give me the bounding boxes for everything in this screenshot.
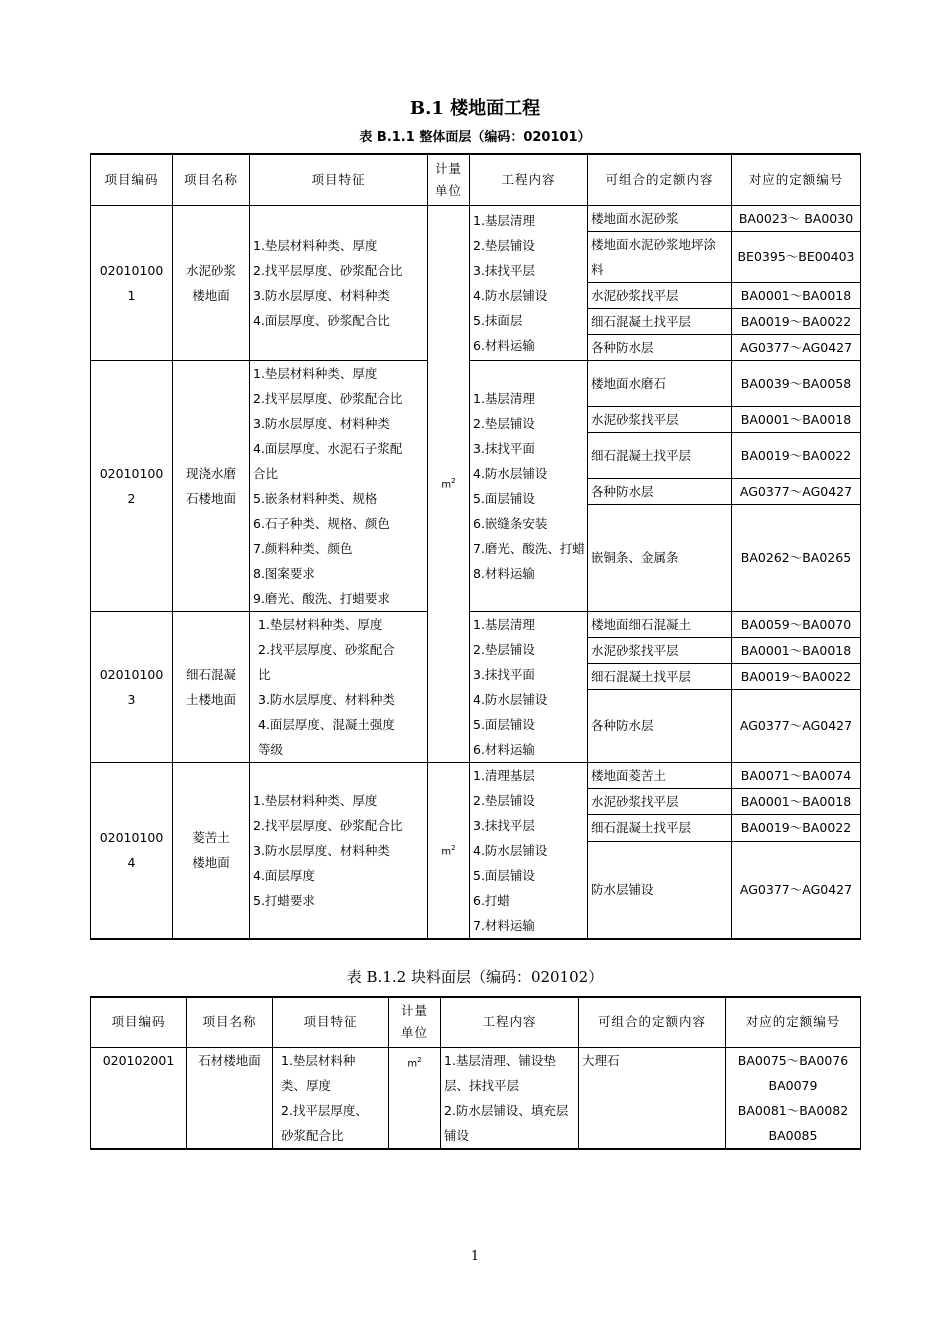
work-line: 3.抹找平面	[473, 666, 535, 682]
work-line: 2.垫层铺设	[473, 641, 535, 657]
work-line: 8.材料运输	[473, 565, 535, 581]
feature-line: 3.防水层厚度、材料种类	[253, 842, 390, 858]
combo-quota: BA0001～BA0018	[732, 282, 861, 308]
header-code: 项目编码	[91, 997, 187, 1047]
item-work	[470, 762, 588, 939]
item-features	[250, 762, 428, 939]
header-features: 项目特征	[250, 154, 428, 205]
feature-line: 等级	[258, 741, 284, 757]
combo-quota: BA0001～BA0018	[732, 637, 861, 663]
combo-name: 细石混凝土找平层	[588, 815, 732, 841]
feature-line: 6.石子种类、规格、颜色	[253, 515, 390, 531]
header-work: 工程内容	[441, 997, 579, 1047]
combo-name: 水泥砂浆找平层	[588, 282, 732, 308]
header-quota: 对应的定额编号	[726, 997, 861, 1047]
feature-line: 1.垫层材料种类、厚度	[253, 365, 378, 381]
item-work	[470, 611, 588, 762]
quota-line: BA0081～BA0082	[737, 1102, 849, 1118]
code-line: 02010100	[99, 830, 164, 845]
combo-name: 水泥砂浆找平层	[588, 637, 732, 663]
header-quota: 对应的定额编号	[732, 154, 861, 205]
work-line: 铺设	[444, 1127, 470, 1143]
work-line: 1.清理基层	[473, 767, 535, 783]
item-work	[441, 1047, 579, 1149]
combo-name: 各种防水层	[588, 334, 732, 360]
item-name: 石材楼地面	[187, 1047, 273, 1149]
work-line: 层、抹找平层	[444, 1077, 520, 1093]
combo-name: 细石混凝土找平层	[588, 308, 732, 334]
code-line: 1	[127, 287, 136, 303]
code-line: 02010100	[99, 465, 164, 481]
unit-text: m	[407, 1057, 418, 1069]
work-line: 2.防水层铺设、填充层	[444, 1102, 569, 1118]
table-row	[91, 762, 861, 788]
work-line: 3.抹找平面	[473, 440, 535, 456]
feature-line: 1.垫层材料种类、厚度	[258, 616, 383, 632]
combo-quota: AG0377～AG0427	[732, 841, 861, 938]
table-块料面层	[90, 996, 861, 1150]
item-code	[91, 360, 173, 611]
combo-quota: AG0377～AG0427	[732, 690, 861, 762]
feature-line: 8.图案要求	[253, 565, 315, 581]
combo-name: 各种防水层	[588, 690, 732, 762]
quota-line: BA0079	[768, 1077, 818, 1093]
combo-quota: BA0019～BA0022	[732, 815, 861, 841]
work-line: 1.基层清理	[473, 212, 535, 228]
work-line: 6.嵌缝条安装	[473, 515, 548, 531]
table-row	[91, 611, 861, 637]
header-unit	[389, 997, 441, 1047]
combo-name: 楼地面水泥砂浆	[588, 205, 732, 231]
combo-quota: BA0019～BA0022	[732, 663, 861, 689]
code-line: 4	[127, 855, 136, 870]
work-line: 1.基层清理、铺设垫	[444, 1052, 556, 1068]
item-unit	[428, 762, 470, 939]
name-line: 现浇水磨	[185, 465, 236, 481]
quota-line: BA0075～BA0076	[737, 1052, 849, 1068]
work-line: 2.垫层铺设	[473, 237, 535, 253]
work-line: 4.防水层铺设	[473, 842, 548, 858]
header-unit	[428, 154, 470, 205]
item-code	[91, 205, 173, 360]
feature-line: 3.防水层厚度、材料种类	[253, 287, 390, 303]
work-line: 4.防水层铺设	[473, 287, 548, 303]
feature-line: 7.颜料种类、颜色	[253, 540, 353, 556]
feature-line: 类、厚度	[281, 1077, 332, 1093]
combo-quota: BA0019～BA0022	[732, 432, 861, 478]
feature-line: 5.嵌条材料种类、规格	[253, 490, 378, 506]
work-line: 4.防水层铺设	[473, 691, 548, 707]
item-work	[470, 205, 588, 360]
feature-line: 9.磨光、酸洗、打蜡要求	[253, 590, 390, 606]
unit-sup: 2	[451, 843, 456, 852]
header-name: 项目名称	[173, 154, 250, 205]
combo-name: 楼地面菱苦土	[588, 762, 732, 788]
feature-line: 3.防水层厚度、材料种类	[258, 691, 395, 707]
unit-sup: 2	[417, 1055, 422, 1064]
feature-line: 2.找平层厚度、砂浆配合比	[253, 817, 403, 833]
item-work	[470, 360, 588, 611]
item-features	[273, 1047, 389, 1149]
name-line: 菱苦土	[192, 830, 230, 845]
feature-line: 2.找平层厚度、	[281, 1102, 368, 1118]
work-line: 6.材料运输	[473, 741, 535, 757]
header-code: 项目编码	[91, 154, 173, 205]
work-line: 1.基层清理	[473, 616, 535, 632]
unit-text: m	[441, 846, 452, 858]
combo-name: 细石混凝土找平层	[588, 663, 732, 689]
combo-quota: BA0059～BA0070	[732, 611, 861, 637]
feature-line: 合比	[253, 465, 279, 481]
header-unit-line1: 计量	[400, 1003, 428, 1019]
work-line: 2.垫层铺设	[473, 792, 535, 808]
item-unit	[428, 205, 470, 762]
header-row	[91, 997, 861, 1047]
item-code: 020102001	[91, 1047, 187, 1149]
code-line: 2	[127, 490, 136, 506]
table2-caption: 表 B.1.2 块料面层（编码：020102）	[346, 968, 604, 986]
item-features	[250, 611, 428, 762]
work-line: 4.防水层铺设	[473, 465, 548, 481]
work-line: 1.基层清理	[473, 390, 535, 406]
header-unit-line1: 计量	[434, 160, 462, 176]
combo-quota: BE0395～BE00403	[732, 231, 861, 282]
header-combo: 可组合的定额内容	[579, 997, 726, 1047]
work-line: 2.垫层铺设	[473, 415, 535, 431]
section-title: B.1 楼地面工程	[409, 98, 541, 119]
work-line: 3.抹找平层	[473, 817, 535, 833]
feature-line: 比	[258, 666, 271, 682]
feature-line: 1.垫层材料种类、厚度	[253, 792, 378, 808]
feature-line: 2.找平层厚度、砂浆配合比	[253, 390, 403, 406]
combo-name: 楼地面水磨石	[588, 360, 732, 406]
work-line: 7.磨光、酸洗、打蜡	[473, 540, 585, 556]
work-line: 6.材料运输	[473, 337, 535, 353]
work-line: 3.抹找平层	[473, 262, 535, 278]
combo-quota: BA0262～BA0265	[732, 505, 861, 611]
name-line: 石楼地面	[185, 490, 236, 506]
name-line: 楼地面	[192, 855, 230, 870]
item-name	[173, 205, 250, 360]
feature-line: 3.防水层厚度、材料种类	[253, 415, 390, 431]
work-line: 7.材料运输	[473, 917, 535, 933]
header-name: 项目名称	[187, 997, 273, 1047]
item-name	[173, 611, 250, 762]
unit-text: m	[441, 479, 452, 491]
table-整体面层	[90, 153, 861, 940]
item-code	[91, 611, 173, 762]
item-features	[250, 205, 428, 360]
work-line: 5.面层铺设	[473, 490, 535, 506]
combo-name: 大理石	[579, 1047, 726, 1149]
feature-line: 1.垫层材料种	[281, 1052, 356, 1068]
combo-name: 楼地面水泥砂浆地坪涂料	[588, 231, 732, 282]
feature-line: 4.面层厚度、混凝土强度	[258, 716, 395, 732]
combo-name: 嵌铜条、金属条	[588, 505, 732, 611]
feature-line: 4.面层厚度、水泥石子浆配	[253, 440, 403, 456]
combo-name: 防水层铺设	[588, 841, 732, 938]
work-line: 5.面层铺设	[473, 867, 535, 883]
item-name	[173, 762, 250, 939]
code-line: 02010100	[99, 262, 164, 278]
header-row	[91, 154, 861, 205]
feature-line: 砂浆配合比	[281, 1127, 344, 1143]
unit-sup: 2	[451, 477, 456, 486]
quota-line: BA0085	[768, 1127, 818, 1143]
combo-quota: BA0023～ BA0030	[732, 205, 861, 231]
header-work: 工程内容	[470, 154, 588, 205]
header-unit-line2: 单位	[434, 182, 462, 198]
feature-line: 4.面层厚度	[253, 867, 315, 883]
work-line: 5.面层铺设	[473, 716, 535, 732]
header-combo: 可组合的定额内容	[588, 154, 732, 205]
combo-name: 水泥砂浆找平层	[588, 406, 732, 432]
combo-name: 楼地面细石混凝土	[588, 611, 732, 637]
page-number: 1	[470, 1249, 480, 1264]
combo-name: 各种防水层	[588, 478, 732, 504]
item-code	[91, 762, 173, 939]
table-row	[91, 1047, 861, 1149]
feature-line: 2.找平层厚度、砂浆配合比	[253, 262, 403, 278]
table1-caption: 表 B.1.1 整体面层（编码：020101）	[359, 130, 591, 145]
work-line: 5.抹面层	[473, 312, 523, 328]
item-unit	[389, 1047, 441, 1149]
table-row	[91, 360, 861, 406]
name-line: 水泥砂浆	[185, 262, 236, 278]
work-line: 6.打蜡	[473, 892, 510, 908]
combo-quota	[726, 1047, 861, 1149]
name-line: 楼地面	[192, 287, 230, 303]
item-name	[173, 360, 250, 611]
item-features	[250, 360, 428, 611]
feature-line: 1.垫层材料种类、厚度	[253, 237, 378, 253]
combo-quota: BA0001～BA0018	[732, 788, 861, 814]
feature-line: 2.找平层厚度、砂浆配合	[258, 641, 395, 657]
header-features: 项目特征	[273, 997, 389, 1047]
combo-name: 水泥砂浆找平层	[588, 788, 732, 814]
header-unit-line2: 单位	[400, 1025, 428, 1041]
name-line: 细石混凝	[185, 666, 236, 682]
feature-line: 4.面层厚度、砂浆配合比	[253, 312, 390, 328]
feature-line: 5.打蜡要求	[253, 892, 315, 908]
name-line: 土楼地面	[185, 691, 236, 707]
table-row	[91, 205, 861, 231]
combo-quota: BA0001～BA0018	[732, 406, 861, 432]
code-line: 3	[127, 691, 136, 707]
combo-quota: AG0377～AG0427	[732, 334, 861, 360]
combo-name: 细石混凝土找平层	[588, 432, 732, 478]
combo-quota: AG0377～AG0427	[732, 478, 861, 504]
combo-quota: BA0071～BA0074	[732, 762, 861, 788]
combo-quota: BA0039～BA0058	[732, 360, 861, 406]
code-line: 02010100	[99, 666, 164, 682]
combo-quota: BA0019～BA0022	[732, 308, 861, 334]
